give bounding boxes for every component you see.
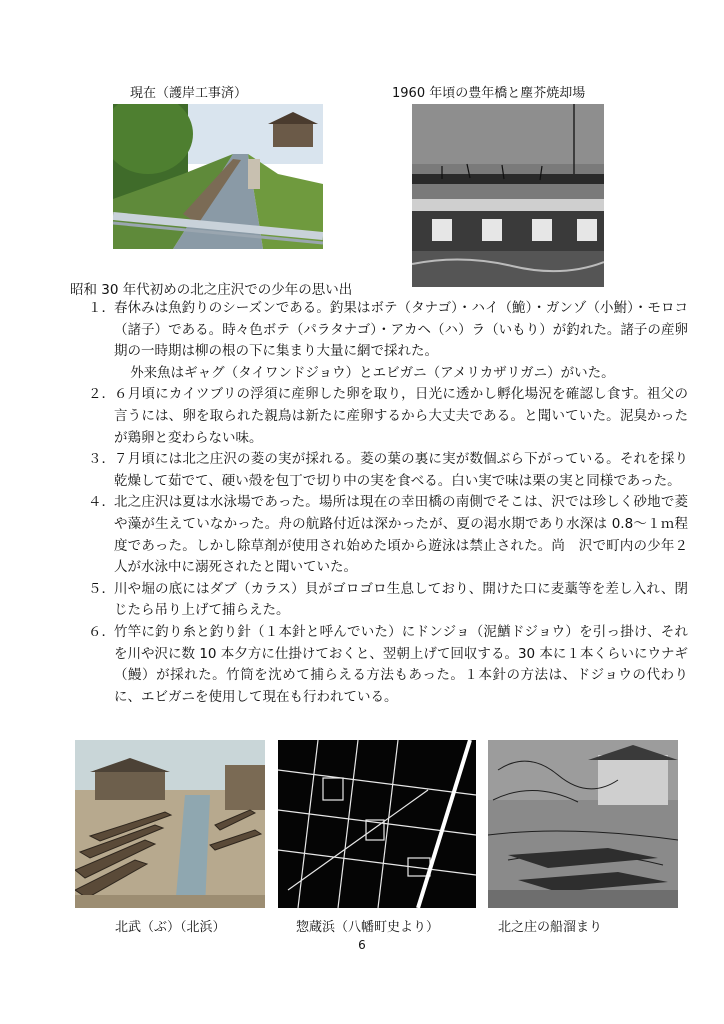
item-number: ６． (88, 623, 115, 640)
item-number: ３． (88, 451, 115, 468)
photo-kitanosho-boat-basin (488, 740, 678, 908)
list-item (88, 622, 688, 708)
caption-kitanosho-boat-basin: 北之庄の船溜まり (498, 920, 603, 935)
item-text: 春休みは魚釣りのシーズンである。釣果はボテ（タナゴ）・ハイ（鮠）・ガンゾ（小鮒）・モロコ（諸子）である。時々色ボテ（パラタナゴ）・アカヘ（ハ）ラ（いもり）が釣れた。諸子の産卵期の一時期は柳の根の下に集まり大量に網で採れた。 (114, 300, 688, 360)
item-text: ６月頃にカイツブリの浮須に産卵した卵を取り，日光に透かし孵化場況を確認し食す。祖父の言うには、卵を取られた親鳥は新たに産卵するから大丈夫である。と聞いていた。泥臭かったが鶏卵と変わらない味。 (114, 386, 688, 446)
photo-current-canal (113, 104, 323, 249)
caption-current-canal: 現在（護岸工事済） (130, 86, 248, 101)
recollection-list (88, 298, 688, 708)
caption-sozohama: 惣蔵浜（八幡町史より） (296, 920, 440, 935)
caption-1960-bridge: 1960 年頃の豊年橋と塵芥焼却場 (392, 86, 586, 101)
item-number: ４． (88, 494, 115, 511)
item-text: 竹竿に釣り糸と釣り針（１本針と呼んでいた）にドンジョ（泥鰌ドジョウ）を引っ掛け、それを川や沢に数 10 本夕方に仕掛けておくと、翌朝上げて回収する。30 本に１本くらいにウナギ（鰻）が採れた。竹筒を沈めて捕らえる方法もあった。１本針の方法は、ドジョウの代わりに、エビガニを使用して現在も行われている。 (114, 623, 688, 705)
photo-1960-bridge (412, 104, 604, 287)
item-number: ５． (88, 580, 115, 597)
list-item (88, 298, 688, 384)
list-item (88, 449, 688, 492)
list-item (88, 384, 688, 449)
item-text: 川や堀の底にはダブ（カラス）貝がゴロゴロ生息しており、開けた口に麦藁等を差し入れ、閉じたら吊り上げて捕らえた。 (114, 580, 688, 619)
item-number: ２． (88, 386, 115, 403)
page-number: 6 (358, 938, 366, 952)
item-number: １． (88, 300, 115, 316)
caption-kitabu: 北武（ぶ）（北浜） (115, 920, 226, 935)
photo-kitabu-boats (75, 740, 265, 908)
item-subtext: 外来魚はギャグ（タイワンドジョウ）とエビガニ（アメリカザリガニ）がいた。 (130, 364, 615, 381)
list-item (88, 492, 688, 578)
item-text: ７月頃には北之庄沢の菱の実が採れる。菱の葉の裏に実が数個ぶら下がっている。それを採り乾燥して茹でて、硬い殻を包丁で切り中の実を食べる。白い実で味は栗の実と同様であった。 (114, 451, 688, 489)
photo-sozohama-map (278, 740, 476, 908)
intro-heading: 昭和 30 年代初めの北之庄沢での少年の思い出 (70, 282, 353, 298)
item-text: 北之庄沢は夏は水泳場であった。場所は現在の幸田橋の南側でそこは、沢では珍しく砂地で菱や藻が生えていなかった。舟の航路付近は深かったが、夏の渇水期であり水深は 0.8～１ｍ程度であった。しかし除草剤が使用され始めた頃から遊泳は禁止された。尚 沢で町内の少年２人が水泳中に溺死されたと聞いていた。 (114, 494, 688, 576)
list-item (88, 579, 688, 622)
